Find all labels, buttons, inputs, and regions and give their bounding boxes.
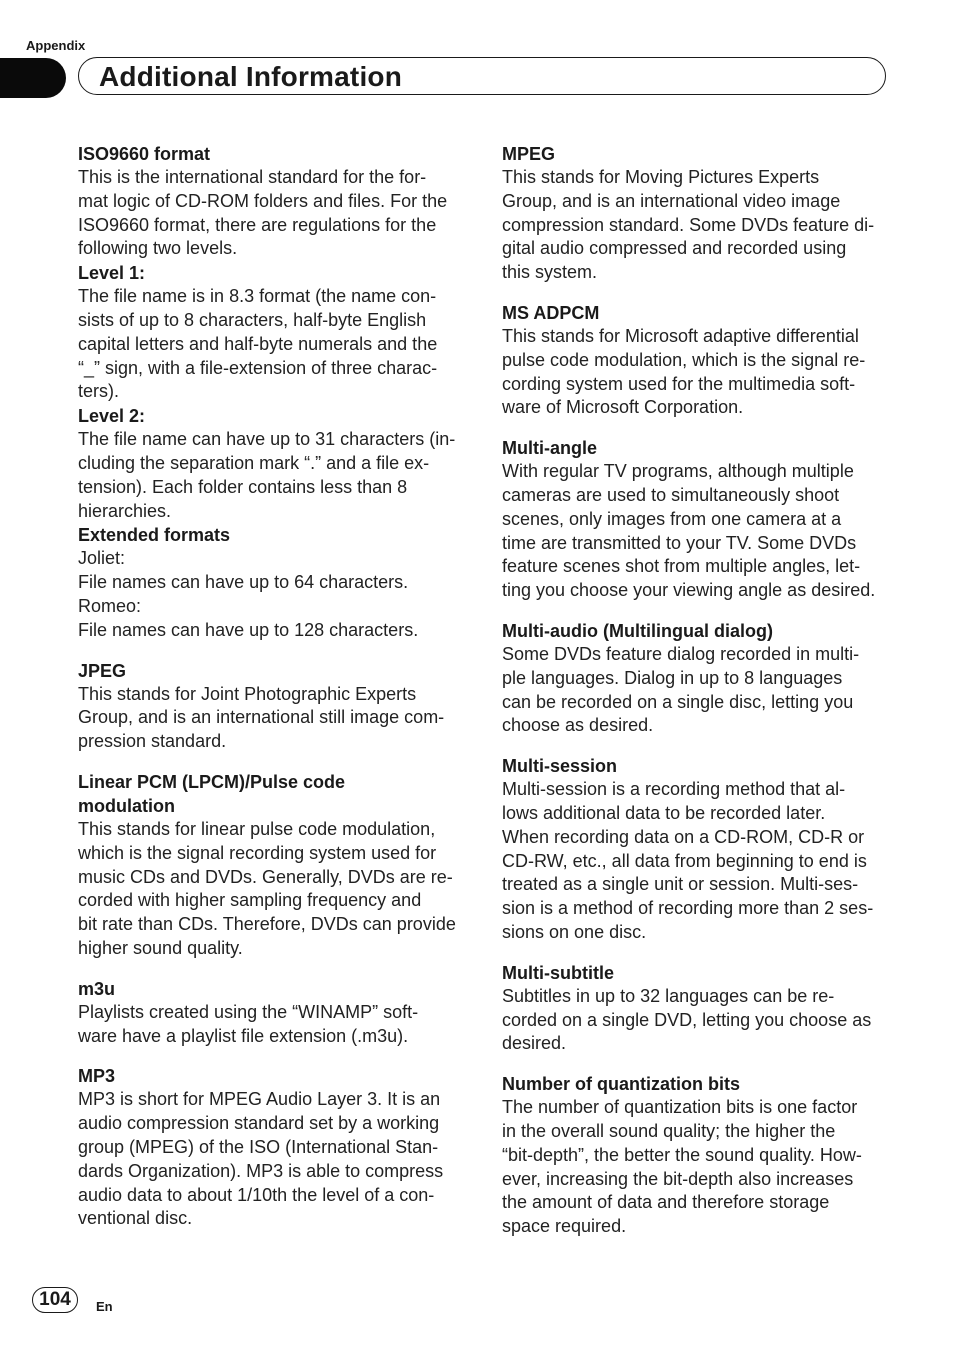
entry-text-line: cording system used for the multimedia soft- xyxy=(502,373,856,394)
entry-heading: Extended formats xyxy=(78,525,231,546)
entry-text-line: this system. xyxy=(502,262,598,283)
entry-text-line: ever, increasing the bit-depth also increases xyxy=(502,1168,854,1189)
entry-text-line: bit rate than CDs. Therefore, DVDs can provide xyxy=(78,914,456,935)
entry-text-line: sions on one disc. xyxy=(502,921,647,942)
entry-text-line: This stands for Microsoft adaptive differential xyxy=(502,325,859,346)
entry-text-line: ISO9660 format, there are regulations for the xyxy=(78,214,437,235)
entry-text-line: pulse code modulation, which is the signal re- xyxy=(502,349,866,370)
entry-text-line: File names can have up to 128 characters. xyxy=(78,619,419,640)
entry-text-line: the amount of data and therefore storage xyxy=(502,1192,830,1213)
entry-heading: m3u xyxy=(78,978,116,999)
entry-text-line: cluding the separation mark “.” and a file ex- xyxy=(78,452,430,473)
glossary-entry xyxy=(78,523,470,642)
entry-text-line: desired. xyxy=(502,1033,567,1054)
right-column xyxy=(502,142,894,1255)
left-column xyxy=(78,142,470,1247)
entry-text-line: corded with higher sampling frequency and xyxy=(78,890,422,911)
entry-heading: Multi-subtitle xyxy=(502,962,614,983)
entry-text-line: treated as a single unit or session. Multi-ses- xyxy=(502,874,859,895)
entry-text-line: The file name can have up to 31 characters (in- xyxy=(78,429,456,450)
entry-heading: Number of quantization bits xyxy=(502,1074,740,1095)
entry-text-line: Playlists created using the “WINAMP” soft- xyxy=(78,1001,419,1022)
entry-heading: MS ADPCM xyxy=(502,302,600,323)
glossary-entry xyxy=(502,436,894,603)
glossary-entry xyxy=(502,1072,894,1239)
entry-text-line: dards Organization). MP3 is able to compress xyxy=(78,1160,444,1181)
entry-text-line: ware have a playlist file extension (.m3u). xyxy=(78,1025,409,1046)
entry-text-line: “bit-depth”, the better the sound quality. How- xyxy=(502,1144,862,1165)
entry-text-line: CD-RW, etc., all data from beginning to end is xyxy=(502,850,867,871)
entry-text-line: This stands for Joint Photographic Experts xyxy=(78,683,417,704)
entry-text-line: higher sound quality. xyxy=(78,937,243,958)
language-code: En xyxy=(96,1299,113,1314)
glossary-entry xyxy=(502,754,894,945)
entry-text-line: in the overall sound quality; the higher the xyxy=(502,1120,836,1141)
entry-text-line: Multi-session is a recording method that al- xyxy=(502,779,846,800)
entry-text-line: can be recorded on a single disc, letting you xyxy=(502,691,854,712)
entry-text-line: Some DVDs feature dialog recorded in multi- xyxy=(502,643,860,664)
entry-text-line: scenes, only images from one camera at a xyxy=(502,508,842,529)
entry-text-line: Group, and is an international video image xyxy=(502,190,841,211)
entry-text-line: File names can have up to 64 characters. xyxy=(78,572,409,593)
entry-text-line: following two levels. xyxy=(78,238,238,259)
entry-text-line: corded on a single DVD, letting you choose as xyxy=(502,1009,872,1030)
glossary-entry xyxy=(502,619,894,738)
entry-heading: Linear PCM (LPCM)/Pulse code modulation xyxy=(78,771,346,816)
entry-text-line: gital audio compressed and recorded using xyxy=(502,238,847,259)
entry-text-line: feature scenes shot from multiple angles, let- xyxy=(502,556,861,577)
entry-text-line: The number of quantization bits is one factor xyxy=(502,1097,858,1118)
glossary-entry xyxy=(78,142,470,261)
entry-text-line: choose as desired. xyxy=(502,715,654,736)
entry-text-line: capital letters and half-byte numerals and the xyxy=(78,333,438,354)
entry-heading: Multi-session xyxy=(502,756,618,777)
entry-text-line: music CDs and DVDs. Generally, DVDs are re- xyxy=(78,866,453,887)
entry-text-line: Group, and is an international still image com- xyxy=(78,707,445,728)
entry-text-line: group (MPEG) of the ISO (International Stan- xyxy=(78,1136,439,1157)
entry-heading: ISO9660 format xyxy=(78,144,211,164)
entry-heading: Multi-audio (Multilingual dialog) xyxy=(502,620,773,641)
entry-text-line: sists of up to 8 characters, half-byte English xyxy=(78,309,427,330)
entry-text-line: audio compression standard set by a working xyxy=(78,1113,440,1134)
entry-text-line: hierarchies. xyxy=(78,500,172,521)
entry-text-line: cameras are used to simultaneously shoot xyxy=(502,484,840,505)
entry-text-line: “_” sign, with a file-extension of three charac- xyxy=(78,357,438,378)
section-label: Appendix xyxy=(26,38,86,53)
entry-text-line: lows additional data to be recorded later. xyxy=(502,802,826,823)
entry-text-line: This stands for linear pulse code modulation, xyxy=(78,818,436,839)
page-number: 104 xyxy=(32,1287,78,1313)
entry-text-line: With regular TV programs, although multiple xyxy=(502,461,854,482)
glossary-entry xyxy=(78,659,470,754)
entry-heading: JPEG xyxy=(78,660,127,681)
glossary-entry xyxy=(78,977,470,1049)
entry-heading: Level 2: xyxy=(78,406,146,427)
entry-text-line: Romeo: xyxy=(78,595,142,616)
entry-text-line: This stands for Moving Pictures Experts xyxy=(502,167,820,187)
entry-heading: Level 1: xyxy=(78,263,146,284)
glossary-entry xyxy=(78,770,470,961)
entry-heading: Multi-angle xyxy=(502,438,597,459)
entry-text-line: sion is a method of recording more than 2 ses- xyxy=(502,898,874,919)
entry-text-line: mat logic of CD-ROM folders and files. For the xyxy=(78,190,448,211)
entry-text-line: time are transmitted to your TV. Some DVDs xyxy=(502,532,857,553)
entry-text-line: tension). Each folder contains less than 8 xyxy=(78,476,408,497)
page-title-box xyxy=(78,57,886,95)
glossary-entry xyxy=(502,961,894,1056)
chapter-tab-marker xyxy=(0,58,66,98)
entry-text-line: ters). xyxy=(78,381,120,402)
entry-text-line: ting you choose your viewing angle as desired. xyxy=(502,580,876,601)
entry-text-line: The file name is in 8.3 format (the name con- xyxy=(78,286,437,307)
glossary-entry xyxy=(78,261,470,404)
glossary-entry xyxy=(78,404,470,523)
entry-text-line: Joliet: xyxy=(78,548,126,569)
entry-text-line: which is the signal recording system used for xyxy=(78,842,437,863)
entry-text-line: Subtitles in up to 32 languages can be re- xyxy=(502,985,835,1006)
entry-heading: MP3 xyxy=(78,1066,116,1087)
entry-text-line: MP3 is short for MPEG Audio Layer 3. It is an xyxy=(78,1089,441,1110)
glossary-entry xyxy=(502,301,894,420)
entry-text-line: pression standard. xyxy=(78,731,227,752)
entry-text-line: ware of Microsoft Corporation. xyxy=(502,397,744,418)
page-title: Additional Information xyxy=(99,61,403,92)
entry-text-line: ple languages. Dialog in up to 8 languages xyxy=(502,667,843,688)
entry-text-line: audio data to about 1/10th the level of a con- xyxy=(78,1184,435,1205)
entry-text-line: ventional disc. xyxy=(78,1208,193,1229)
entry-text-line: This is the international standard for the for- xyxy=(78,167,427,187)
glossary-entry xyxy=(78,1064,470,1231)
glossary-entry xyxy=(502,142,894,285)
entry-text-line: When recording data on a CD-ROM, CD-R or xyxy=(502,826,865,847)
entry-text-line: space required. xyxy=(502,1216,627,1237)
entry-text-line: compression standard. Some DVDs feature di- xyxy=(502,214,875,235)
entry-heading: MPEG xyxy=(502,144,556,164)
